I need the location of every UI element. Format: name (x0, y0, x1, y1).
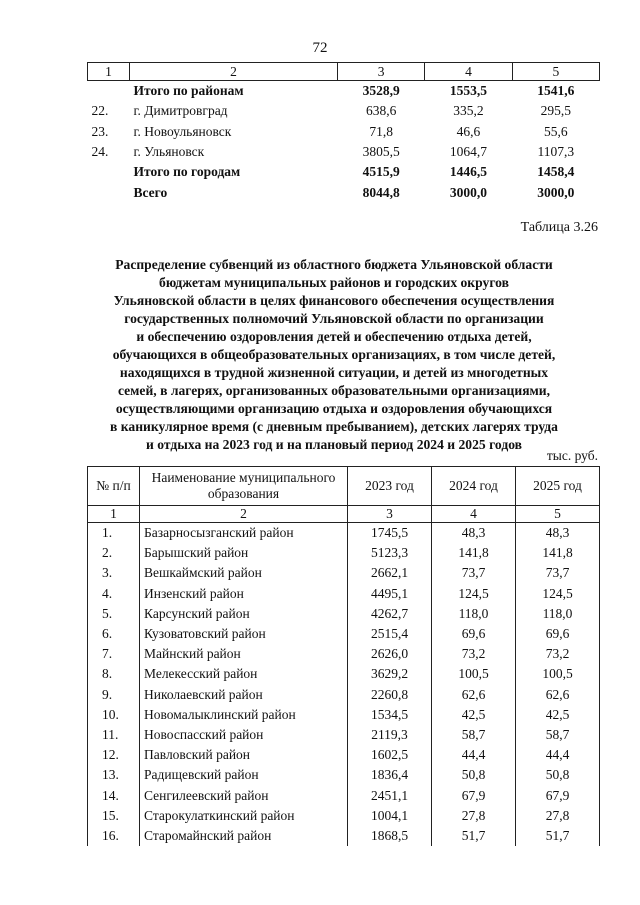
title-line: государственных полномочий Ульяновской области по организации (124, 311, 544, 326)
value-2023: 2451,1 (348, 785, 432, 805)
value-2024: 124,5 (432, 584, 516, 604)
header-cell: 5 (512, 63, 599, 81)
row-number: 8. (88, 664, 140, 684)
header-2025: 2025 год (516, 467, 600, 506)
row-name: Новомалыклинский район (140, 705, 348, 725)
row-number: 22. (91, 103, 109, 119)
value-2023: 8044,8 (362, 184, 400, 200)
value-2025: 141,8 (516, 543, 600, 563)
table-row (88, 543, 600, 563)
header-cell: 2 (130, 63, 338, 81)
table-row (88, 182, 600, 202)
value-2023: 5123,3 (348, 543, 432, 563)
row-name: Всего (133, 184, 168, 200)
table-row (88, 685, 600, 705)
row-number: 23. (91, 123, 109, 139)
column-number-row (88, 506, 600, 523)
table-row (88, 826, 600, 846)
title-line: находящихся в трудной жизненной ситуации, и детей из многодетных (119, 365, 549, 380)
row-number: 4. (88, 584, 140, 604)
title-line: семей, в лагерях, организованных образовательными организациями, (117, 383, 551, 398)
table-label: Таблица 3.26 (520, 220, 598, 235)
value-2025: 73,2 (516, 644, 600, 664)
value-2024: 1064,7 (449, 144, 488, 160)
row-number: 2. (88, 543, 140, 563)
title-line: и обеспечению оздоровления детей и обеспечению отдыха детей, (136, 329, 532, 344)
value-2023: 2119,3 (348, 725, 432, 745)
row-number: 1. (88, 523, 140, 544)
value-2024: 48,3 (432, 523, 516, 544)
title-line: бюджетам муниципальных районов и городских округов (159, 275, 509, 290)
value-2024: 27,8 (432, 806, 516, 826)
value-2024: 58,7 (432, 725, 516, 745)
row-number (88, 162, 130, 182)
value-2023: 1534,5 (348, 705, 432, 725)
value-2023: 3528,9 (362, 83, 400, 99)
value-2023: 638,6 (365, 103, 397, 119)
table-row (88, 81, 600, 102)
row-number: 3. (88, 563, 140, 583)
value-2025: 295,5 (540, 103, 572, 119)
value-2024: 62,6 (432, 685, 516, 705)
value-2025: 51,7 (516, 826, 600, 846)
subvention-table-header (88, 467, 600, 506)
value-2024: 100,5 (432, 664, 516, 684)
row-name: Кузоватовский район (140, 624, 348, 644)
value-2025: 1541,6 (537, 83, 575, 99)
value-2025: 42,5 (516, 705, 600, 725)
row-name: Николаевский район (140, 685, 348, 705)
value-2024: 3000,0 (449, 184, 488, 200)
value-2025: 58,7 (516, 725, 600, 745)
value-2023: 1868,5 (348, 826, 432, 846)
value-2025: 27,8 (516, 806, 600, 826)
header-2023: 2023 год (348, 467, 432, 506)
value-2023: 1745,5 (348, 523, 432, 544)
header-cell: 3 (338, 63, 425, 81)
row-name: Вешкаймский район (140, 563, 348, 583)
row-number: 7. (88, 644, 140, 664)
table-row (88, 725, 600, 745)
value-2025: 44,4 (516, 745, 600, 765)
header-num: № п/п (88, 467, 140, 506)
table-row (88, 162, 600, 182)
row-number: 16. (88, 826, 140, 846)
row-name: Базарносызганский район (140, 523, 348, 544)
row-name: Карсунский район (140, 604, 348, 624)
row-number: 12. (88, 745, 140, 765)
value-2024: 335,2 (453, 103, 484, 119)
row-name: Радищевский район (140, 765, 348, 785)
table-row (88, 624, 600, 644)
title-line: осуществляющими организацию отдыха и оздоровления обучающихся (115, 401, 553, 416)
value-2025: 55,6 (544, 123, 568, 139)
table-row (88, 142, 600, 162)
table-row (88, 584, 600, 604)
column-number: 3 (348, 506, 432, 523)
row-name: Барышский район (140, 543, 348, 563)
value-2024: 141,8 (432, 543, 516, 563)
value-2023: 4515,9 (362, 164, 400, 180)
table-row (88, 664, 600, 684)
table-row (88, 563, 600, 583)
header-cell: 1 (88, 63, 130, 81)
table-row (88, 785, 600, 805)
row-number: 6. (88, 624, 140, 644)
row-name: Мелекесский район (140, 664, 348, 684)
row-name: Инзенский район (140, 584, 348, 604)
row-name: Майнский район (140, 644, 348, 664)
value-2025: 62,6 (516, 685, 600, 705)
row-name: Сенгилеевский район (140, 785, 348, 805)
column-number: 2 (140, 506, 348, 523)
value-2024: 73,2 (432, 644, 516, 664)
title-line: в каникулярное время (с дневным пребыванием), детских лагерях труда (110, 419, 558, 434)
value-2023: 2515,4 (348, 624, 432, 644)
value-2024: 50,8 (432, 765, 516, 785)
value-2025: 1107,3 (537, 144, 575, 160)
value-2023: 2662,1 (348, 563, 432, 583)
value-2023: 4495,1 (348, 584, 432, 604)
value-2025: 3000,0 (537, 184, 575, 200)
value-2025: 67,9 (516, 785, 600, 805)
value-2025: 100,5 (516, 664, 600, 684)
table-row (88, 745, 600, 765)
row-number: 9. (88, 685, 140, 705)
row-name: г. Димитровград (133, 103, 228, 119)
value-2024: 67,9 (432, 785, 516, 805)
table-row (88, 705, 600, 725)
value-2024: 118,0 (432, 604, 516, 624)
table-row (88, 806, 600, 826)
value-2024: 51,7 (432, 826, 516, 846)
title-line: обучающихся в общеобразовательных организациях, в том числе детей, (112, 347, 556, 362)
value-2023: 2626,0 (348, 644, 432, 664)
row-name: Итого по городам (133, 164, 241, 180)
row-number: 13. (88, 765, 140, 785)
value-2025: 69,6 (516, 624, 600, 644)
value-2024: 69,6 (432, 624, 516, 644)
row-number (88, 182, 130, 202)
value-2023: 2260,8 (348, 685, 432, 705)
value-2023: 4262,7 (348, 604, 432, 624)
table-row (88, 765, 600, 785)
column-number: 1 (88, 506, 140, 523)
table-row (88, 604, 600, 624)
value-2023: 71,8 (369, 123, 393, 139)
title-line: Распределение субвенций из областного бюджета Ульяновской области (115, 257, 553, 272)
summary-table (87, 62, 600, 203)
value-2025: 73,7 (516, 563, 600, 583)
row-name: г. Новоульяновск (133, 123, 232, 139)
row-number: 14. (88, 785, 140, 805)
column-number: 4 (432, 506, 516, 523)
document-title (70, 256, 598, 454)
value-2025: 50,8 (516, 765, 600, 785)
subvention-table (87, 466, 600, 846)
value-2023: 1004,1 (348, 806, 432, 826)
value-2023: 1836,4 (348, 765, 432, 785)
header-name: Наименование муниципального образования (140, 467, 348, 506)
value-2025: 48,3 (516, 523, 600, 544)
page-number: 72 (312, 40, 328, 56)
value-2024: 1553,5 (449, 83, 488, 99)
row-number: 15. (88, 806, 140, 826)
value-2023: 1602,5 (348, 745, 432, 765)
row-number: 11. (88, 725, 140, 745)
title-line: и отдыха на 2023 год и на плановый период 2024 и 2025 годов (145, 437, 523, 452)
value-2025: 118,0 (516, 604, 600, 624)
header-2024: 2024 год (432, 467, 516, 506)
value-2023: 3629,2 (348, 664, 432, 684)
value-2024: 42,5 (432, 705, 516, 725)
table-row (88, 122, 600, 142)
table-row (88, 101, 600, 121)
summary-table-header (88, 63, 600, 81)
value-2023: 3805,5 (362, 144, 400, 160)
table-row (88, 523, 600, 544)
value-2024: 73,7 (432, 563, 516, 583)
row-name: г. Ульяновск (133, 144, 205, 160)
title-line: Ульяновской области в целях финансового обеспечения осуществления (113, 293, 555, 308)
value-2024: 44,4 (432, 745, 516, 765)
row-number: 24. (91, 144, 109, 160)
row-number: 10. (88, 705, 140, 725)
table-row (88, 644, 600, 664)
row-name: Итого по районам (133, 83, 244, 99)
row-number: 5. (88, 604, 140, 624)
value-2024: 1446,5 (449, 164, 488, 180)
row-name: Старомайнский район (140, 826, 348, 846)
header-cell: 4 (425, 63, 512, 81)
row-name: Павловский район (140, 745, 348, 765)
column-number: 5 (516, 506, 600, 523)
value-2025: 1458,4 (537, 164, 575, 180)
row-number (88, 81, 130, 102)
row-name: Новоспасский район (140, 725, 348, 745)
units-label: тыс. руб. (546, 448, 598, 463)
row-name: Старокулаткинский район (140, 806, 348, 826)
value-2024: 46,6 (456, 123, 481, 139)
value-2025: 124,5 (516, 584, 600, 604)
